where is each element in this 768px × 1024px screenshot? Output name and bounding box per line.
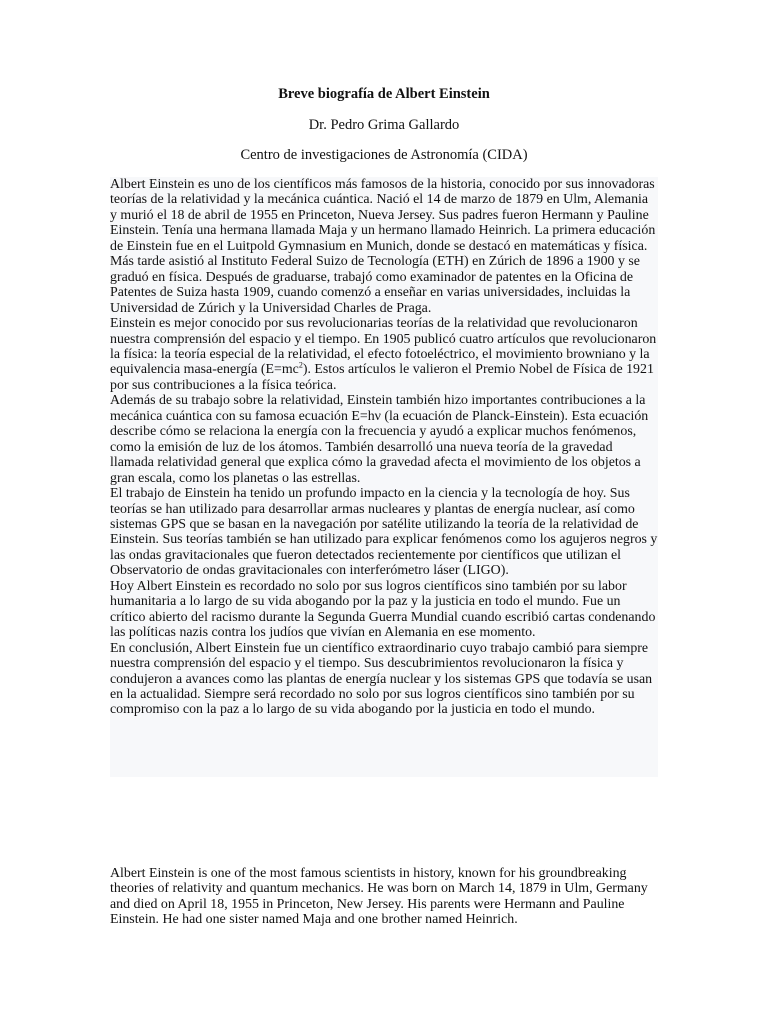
document-author: Dr. Pedro Grima Gallardo — [308, 117, 460, 133]
document-affiliation: Centro de investigaciones de Astronomía (CIDA) — [240, 147, 528, 163]
spanish-paragraph-2 — [110, 316, 658, 393]
spanish-paragraph-3: Además de su trabajo sobre la relatividad, Einstein también hizo importantes contribuciones a la mecánica cuántica con su famosa ecuación E=hν (la ecuación de Planck-Einstein). Esta ecuación describe cómo se relaciona la energía con la frecuencia y ayudó a explicar muchos fenómenos, como la emisión de luz de los átomos. También desarrolló una nueva teoría de la gravedad llamada relatividad general que explica cómo la gravedad afecta el movimiento de los objetos a gran escala, como los planetas o las estrellas. — [110, 393, 649, 486]
spanish-paragraph-2-end: ). Estos artículos le valieron el Premio Nobel de Física de 1921 por sus contribuciones a la física teórica. — [110, 362, 654, 393]
spanish-paragraph-2-start: Einstein es mejor conocido por sus revolucionarias teorías de la relatividad que revolucionaron nuestra comprensión del espacio y el tiempo. En 1905 publicó cuatro artículos que revolucionaron la física: la teoría especial de la relatividad, el efecto fotoeléctrico, el movimiento browniano y la equivalencia masa-energía (E=mc — [110, 316, 657, 378]
english-paragraph-1: Albert Einstein is one of the most famous scientists in history, known for his groundbreaking theories of relativity and quantum mechanics. He was born on March 14, 1879 in Ulm, Germany and died on April 18, 1955 in Princeton, New Jersey. His parents were Hermann and Pauline Einstein. He had one sister named Maja and one brother named Heinrich. — [110, 866, 648, 928]
spanish-paragraph-5: Hoy Albert Einstein es recordado no solo por sus logros científicos sino también por su labor humanitaria a lo largo de su vida abogando por la paz y la justicia en todo el mundo. Fue un crítico abierto del racismo durante la Segunda Guerra Mundial cuando escribió cartas condenando las políticas nazis contra los judíos que vivían en Alemania en ese momento. — [110, 578, 656, 641]
document-title: Breve biografía de Albert Einstein — [278, 86, 490, 102]
spanish-paragraph-4: El trabajo de Einstein ha tenido un profundo impacto en la ciencia y la tecnología de hoy. Sus teorías se han utilizado para desarrollar armas nucleares y plantas de energía nuclear, así como sistemas GPS que se basan en la navegación por satélite utilizando la teoría de la relatividad de Einstein. Sus teorías también se han utilizado para explicar fenómenos como los agujeros negros y las ondas gravitacionales que fueron detectados recientemente por científicos que utilizan el Observatorio de ondas gravitacionales con interferómetro láser (LIGO). — [110, 486, 658, 579]
spanish-text-block — [110, 177, 658, 777]
spanish-paragraph-1: Albert Einstein es uno de los científicos más famosos de la historia, conocido por sus innovadoras teorías de la relatividad y la mecánica cuántica. Nació el 14 de marzo de 1879 en Ulm, Alemania y murió el 18 de abril de 1955 en Princeton, Nueva Jersey. Sus padres fueron Hermann y Pauline Einstein. Tenía una hermana llamada Maja y un hermano llamado Heinrich. La primera educación de Einstein fue en el Luitpold Gymnasium en Munich, donde se destacó en matemáticas y física. Más tarde asistió al Instituto Federal Suizo de Tecnología (ETH) en Zúrich de 1896 a 1900 y se graduó en física. Después de graduarse, trabajó como examinador de patentes en la Oficina de Patentes de Suiza hasta 1909, cuando comenzó a enseñar en varias universidades, incluidas la Universidad de Zúrich y la Universidad Charles de Praga. — [110, 177, 656, 316]
spanish-body — [110, 177, 658, 718]
spanish-paragraph-6: En conclusión, Albert Einstein fue un científico extraordinario cuyo trabajo cambió para siempre nuestra comprensión del espacio y el tiempo. Sus descubrimientos revolucionaron la física y condujeron a avances como las plantas de energía nuclear y los sistemas GPS que todavía se usan en la actualidad. Siempre será recordado no solo por sus logros científicos sino también por su compromiso con la paz a lo largo de su vida abogando por la justicia en todo el mundo. — [110, 640, 653, 718]
english-text-block — [110, 866, 658, 928]
superscript-exponent: 2 — [298, 360, 303, 370]
